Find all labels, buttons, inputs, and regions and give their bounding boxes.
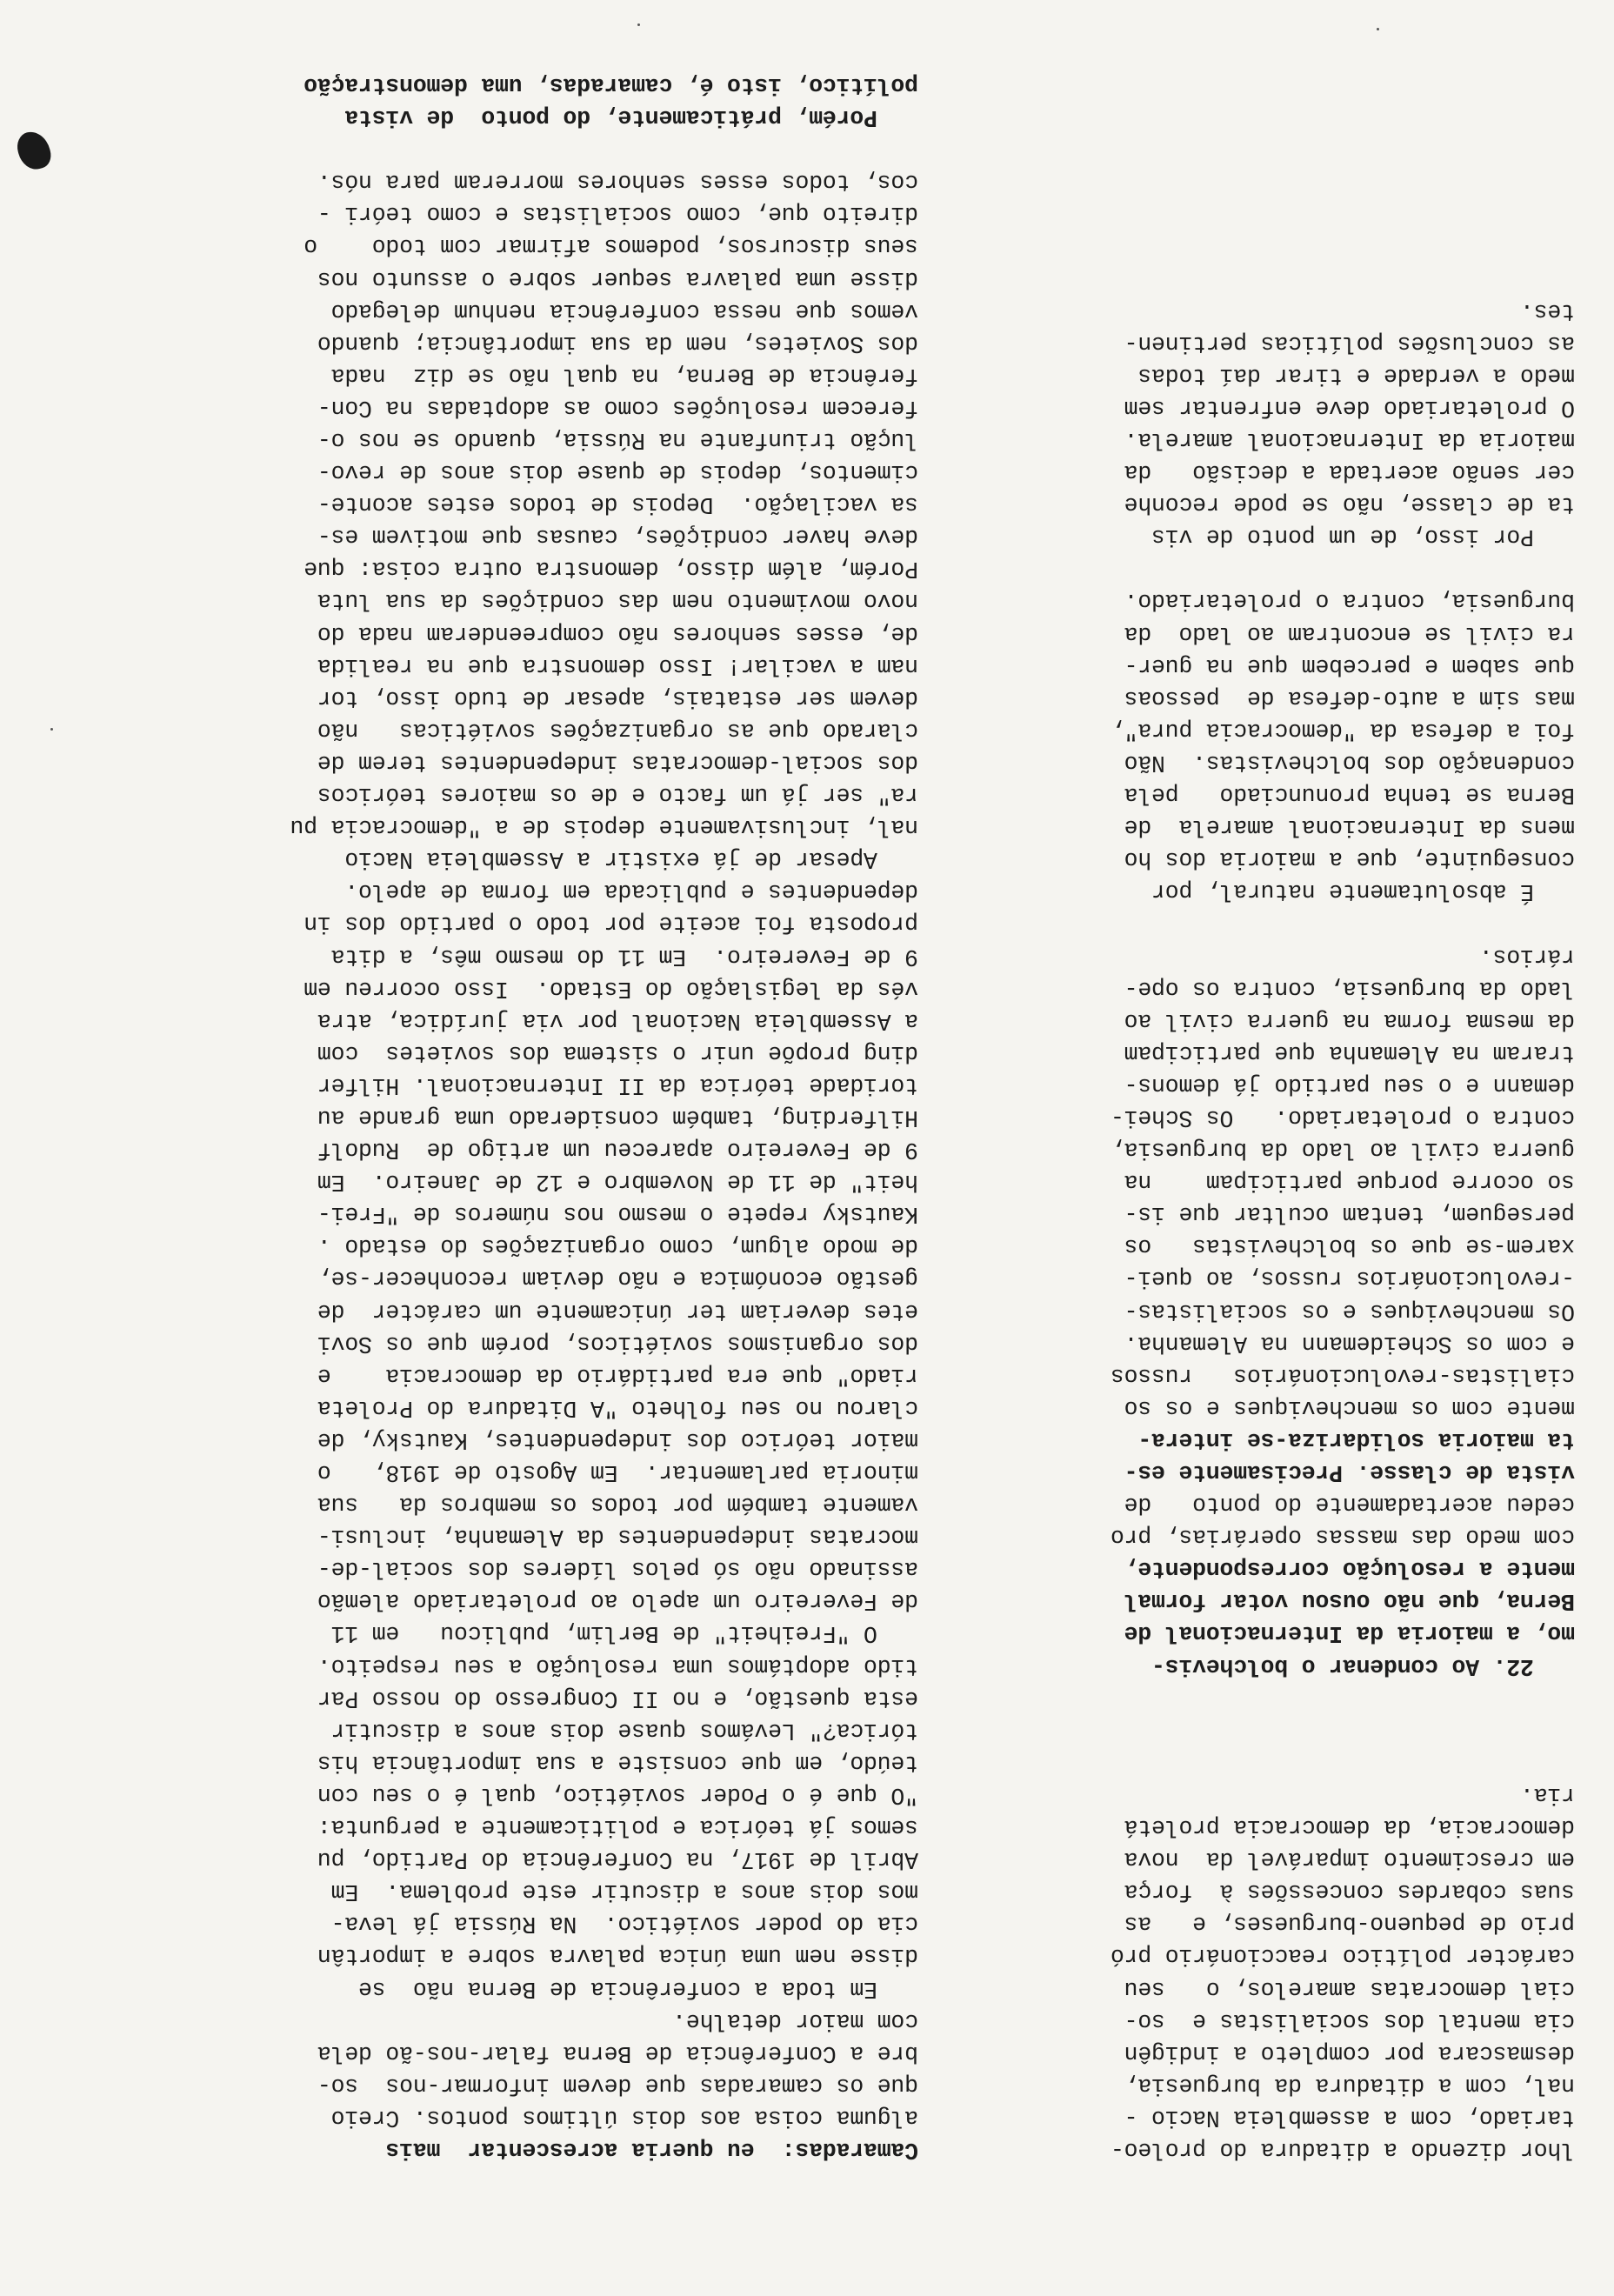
right-column-line: xarem-se que os bolchevistas os xyxy=(1124,1233,1575,1260)
scan-speck xyxy=(637,23,640,26)
right-column-line xyxy=(931,907,1575,939)
right-column-line: -revolucionários russos, ao quei- xyxy=(1124,1265,1575,1292)
right-column-line: cedeu acertadamente do ponto de xyxy=(1124,1492,1575,1518)
left-column-line: "O que é o Poder soviético, qual é o seu con xyxy=(317,1781,918,1808)
left-column-line: Porém, além disso, demonstra outra coisa: que xyxy=(303,556,918,583)
right-column-line: maioria da Internacional amarela. xyxy=(1124,427,1575,454)
left-column-line: heit" de 11 de Novembro e 12 de Janeiro. Em xyxy=(317,1169,918,1196)
left-column-line: com maior detalhe. xyxy=(672,2007,918,2034)
right-column-line: mas sim a auto-defesa de pessoas xyxy=(1124,684,1575,711)
left-column-line: a Assembleia Nacional por via jurídica, atra xyxy=(317,1007,918,1034)
right-column-line: mente com os mencheviques e os so xyxy=(1124,1394,1575,1421)
right-column-line: ra civil se encontram ao lado da xyxy=(1124,620,1575,647)
left-column-line: bre a Conferência de Berna falar-nos-ão dela xyxy=(317,2039,918,2066)
right-column-line: que sabem e percebem que na guer- xyxy=(1124,652,1575,679)
right-column-line: condenação dos bolchevistas. Não xyxy=(1124,749,1575,776)
right-column-line: cialistas-revolucionários russos xyxy=(1110,1362,1575,1389)
left-column-line: nal, inclusivamente depois de a "democracia pu xyxy=(290,814,918,841)
left-column-line: O "Freiheit" de Berlim, publicou em 11 xyxy=(330,1620,918,1647)
left-column-line: cimentos, depois de quase dois anos de revo- xyxy=(317,459,918,486)
scan-speck xyxy=(50,728,53,731)
left-column-line: lução triunfante na Rússia, quando se nos o- xyxy=(317,427,918,454)
right-column-line: mo, a maioria da Internacional de xyxy=(1124,1620,1575,1647)
right-column-line: Berna, que não ousou votar formal xyxy=(1124,1588,1575,1615)
left-column-line: disse uma palavra sequer sobre o assunto nos xyxy=(317,265,918,292)
right-column-line: demann e o seu partido já demons- xyxy=(1124,1071,1575,1098)
right-column-line: cial democratas amarelos, o seu xyxy=(1124,1975,1575,2002)
right-column-line: perseguem, tentam ocultar que is- xyxy=(1124,1201,1575,1228)
left-column-line: teúdo, em que consiste a sua importância his xyxy=(317,1749,918,1776)
right-column-line: 22. Ao condenar o bolchevis- xyxy=(1151,1652,1575,1679)
right-column-line: tariado, com a assembleia Nacio - xyxy=(1124,2104,1575,2131)
right-column-line xyxy=(931,1714,1575,1746)
left-column-line: novo movimento nem das condições da sua luta xyxy=(317,588,918,615)
right-column-line: guerra civil ao lado da burguesia, xyxy=(1110,1137,1575,1164)
left-column-line: ding propõe unir o sistema dos sovietes com xyxy=(317,1039,918,1066)
left-column-line: Apesar de já existir a Assembleia Nacio xyxy=(344,846,918,873)
right-column-line: Por isso, de um ponto de vis xyxy=(1151,524,1575,551)
right-column-line: prio de pequeno-burgueses, e as xyxy=(1124,1911,1575,1938)
left-column-line: tórica?" Levámos quase dois anos a discutir xyxy=(330,1717,918,1744)
left-text-column xyxy=(49,69,918,2166)
left-column-line: cos, todos esses senhores morreram para nós. xyxy=(317,169,918,196)
left-column-line: etes deveriam ter únicamente um carácter de xyxy=(317,1298,918,1325)
right-column-line: Os mencheviques e os socialistas- xyxy=(1124,1298,1575,1325)
left-column-line: deve haver condições, causas que motivem es- xyxy=(317,524,918,551)
right-column-line: carácter político reaccionário pró xyxy=(1110,1943,1575,1970)
right-column-line: democracia, da democracia proletá xyxy=(1124,1814,1575,1841)
left-column-line: mos dois anos a discutir este problema. Em xyxy=(330,1879,918,1906)
left-column-line: Em toda a conferência de Berna não se xyxy=(358,1975,918,2002)
left-column-line: vamente também por todos os membros da sua xyxy=(317,1492,918,1518)
right-column-line: mente a resolução correspondente, xyxy=(1124,1556,1575,1583)
left-column-line: toridade teórica da II Internacional. Hilfer xyxy=(317,1071,918,1098)
left-column-line: ferecem resoluções como as adoptadas na Con- xyxy=(317,394,918,421)
right-column-line: cia mental dos socialistas e so- xyxy=(1124,2007,1575,2034)
right-column-line: ta de classe, não se pode reconhe xyxy=(1124,491,1575,518)
left-column-line: dos Sovietes, nem da sua importância; quando xyxy=(317,330,918,357)
right-column-line: tes. xyxy=(1520,297,1575,324)
left-column-line: tido adoptámos uma resolução a seu respeito. xyxy=(317,1652,918,1679)
right-column-line: burguesia, contra o proletariado. xyxy=(1124,588,1575,615)
left-column-line: dos social-democratas independentes terem de xyxy=(317,749,918,776)
right-column-line: contra o proletariado. Os Schei- xyxy=(1110,1105,1575,1131)
right-column-line: conseguinte, que a maioria dos ho xyxy=(1124,846,1575,873)
left-column-line: nam a vacilar! Isso demonstra que na realida xyxy=(317,652,918,679)
left-column-line: político, isto é, camaradas, uma demonstração xyxy=(303,72,918,98)
left-column-line: vés da legislação do Estado. Isso ocorreu em xyxy=(303,975,918,1002)
right-column-line: Berna se tenha pronunciado pela xyxy=(1124,782,1575,809)
left-column-line: dos organismos soviéticos, porém que os Sovi xyxy=(317,1330,918,1357)
left-column-line: ferência de Berna, na qual não se diz nada xyxy=(330,362,918,389)
left-column-line: ra" ser já um facto e de os maiores teóricos xyxy=(317,782,918,809)
left-column-line: dependentes e publicada em forma de apelo. xyxy=(344,878,918,905)
left-column-line: sa vacilação. Depois de todos estes aconte- xyxy=(317,491,918,518)
left-column-line: riado" que era partidário da democracia e xyxy=(317,1362,918,1389)
right-column-line: rários. xyxy=(1479,943,1575,970)
right-column-line: lado da burguesia, contra os ope- xyxy=(1124,975,1575,1002)
left-column-line: de modo algum, como organizações do estado . xyxy=(317,1233,918,1260)
scan-speck xyxy=(1377,28,1379,30)
left-column-line: Porém, práticamente, do ponto de vista xyxy=(344,104,918,131)
left-column-line: Hilferding, também considerado uma grande au xyxy=(317,1105,918,1131)
right-column-line: ta maioria solidariza-se intera- xyxy=(1137,1426,1575,1453)
left-column-line: maior teórico dos independentes, Kautsky, de xyxy=(317,1426,918,1453)
right-column-line: com medo das massas operárias, pro xyxy=(1110,1524,1575,1551)
left-column-line: 9 de Fevereiro apareceu um artigo de Rudolf xyxy=(317,1137,918,1164)
left-column-line: clarado que as organizações soviéticas não xyxy=(317,717,918,744)
left-column-line: disse nem uma única palavra sobre a importân xyxy=(317,1943,918,1970)
right-column-line xyxy=(931,552,1575,584)
right-column-line: as conclusões políticas pertinen- xyxy=(1124,330,1575,357)
right-column-line: O proletariado deve enfrentar sem xyxy=(1124,394,1575,421)
right-column-line: lhor dizendo a ditadura do proleo- xyxy=(1110,2137,1575,2163)
left-column-line: proposta foi aceite por todo o partido dos in xyxy=(303,911,918,938)
right-column-line: mens da Internacional amarela de xyxy=(1124,814,1575,841)
left-column-line: Kautsky repete o mesmo nos números de "Frei- xyxy=(317,1201,918,1228)
left-column-line: de, esses senhores não compreenderam nada do xyxy=(317,620,918,647)
left-column-line: esta questão, e no II Congresso do nosso Par xyxy=(317,1685,918,1712)
left-column-line: assinado não só pelos líderes dos social-de- xyxy=(317,1556,918,1583)
right-column-line xyxy=(931,1746,1575,1779)
right-column-line: e com os Scheidemann na Alemanha. xyxy=(1124,1330,1575,1357)
left-column-line: de Fevereiro um apelo ao proletariado alemão xyxy=(317,1588,918,1615)
left-column-line: mocratas independentes da Alemanha, inclusi- xyxy=(317,1524,918,1551)
right-column-line: desmascara por completo a indigên xyxy=(1124,2039,1575,2066)
right-column-line: em crescimento imparável da nova xyxy=(1124,1846,1575,1873)
left-column-line: semos já teórica e politicamente a pergunta: xyxy=(317,1814,918,1841)
left-column-line: clarou no seu folheto "A Ditadura do Proleta xyxy=(317,1394,918,1421)
right-column-line: ria. xyxy=(1520,1781,1575,1808)
left-column-line: 9 de Fevereiro. Em 11 do mesmo mês, a dita xyxy=(330,943,918,970)
left-column-line xyxy=(49,133,918,165)
left-column-line: seus discursos, podemos afirmar com todo o xyxy=(303,233,918,260)
right-column-line: É absolutamente natural, por xyxy=(1151,878,1575,905)
right-column-line xyxy=(931,1682,1575,1714)
left-column-line: alguma coisa aos dois últimos pontos. Creio xyxy=(330,2104,918,2131)
left-column-line: devem ser estatais, apesar de tudo isso, tor xyxy=(317,684,918,711)
right-column-line: so ocorre porque participam na xyxy=(1124,1169,1575,1196)
right-column-line: medo a verdade e tirar daí todas xyxy=(1137,362,1575,389)
left-column-line: direito que, como socialistas e como teóri - xyxy=(317,201,918,228)
left-column-line: Abril de 1917, na Conferência do Partido, pu xyxy=(317,1846,918,1873)
left-column-line: minoria parlamentar. Em Agosto de 1918, o xyxy=(317,1459,918,1486)
right-column-line: vista de classe. Precisamente es- xyxy=(1124,1459,1575,1486)
right-column-line: cer senão acertada a decisão da xyxy=(1124,459,1575,486)
left-column-line: cia do poder soviético. Na Rússia já leva- xyxy=(330,1911,918,1938)
right-column-line: da mesma forma na guerra civil ao xyxy=(1124,1007,1575,1034)
left-column-line: gestão económica e não deviam reconhecer-se, xyxy=(317,1265,918,1292)
right-text-column xyxy=(931,295,1575,2166)
left-column-line: Camaradas: eu queria acrescentar mais xyxy=(385,2137,918,2163)
right-column-line: traram na Alemanha que participam xyxy=(1124,1039,1575,1066)
left-column-line: que os camaradas que devem informar-nos so- xyxy=(317,2072,918,2099)
right-column-line: suas cobardes concessões à força xyxy=(1124,1879,1575,1906)
right-column-line: nal, com a ditadura da burguesia, xyxy=(1124,2072,1575,2099)
left-column-line: vemos que nessa conferência nenhum delegado xyxy=(330,297,918,324)
right-column-line: foi a defesa da "democracia pura", xyxy=(1110,717,1575,744)
